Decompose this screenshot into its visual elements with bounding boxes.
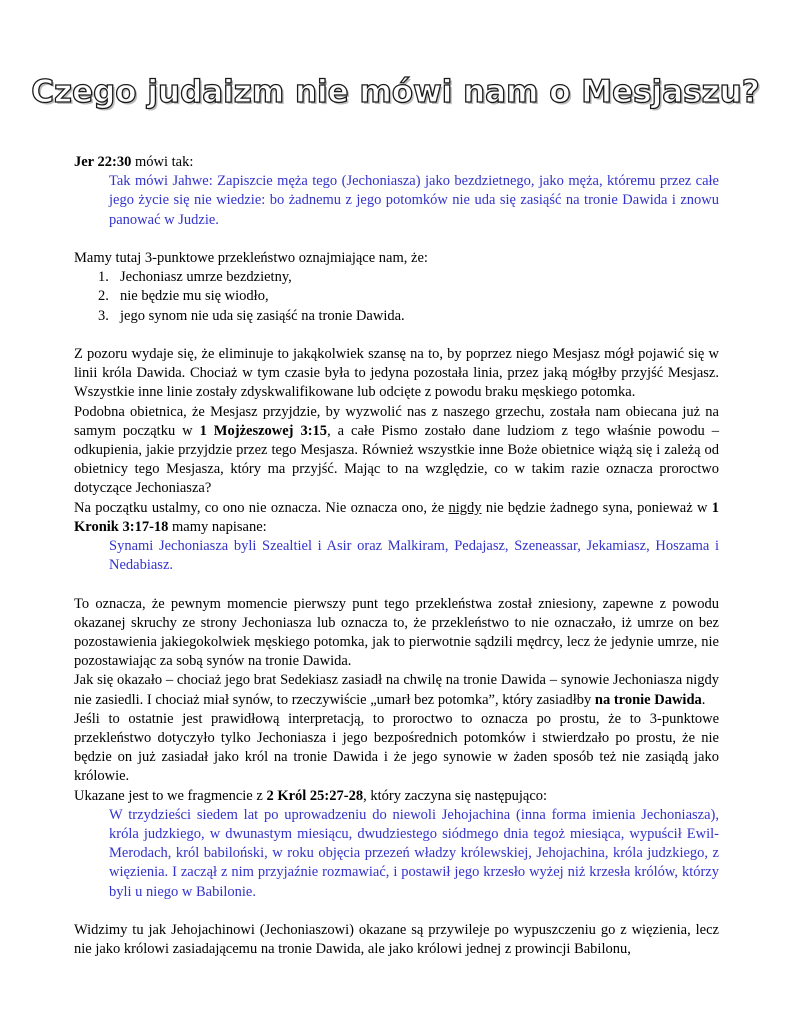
intro-line	[74, 153, 719, 172]
scripture-ref: 2 Król 25:27-28	[266, 787, 364, 804]
curse-list	[74, 268, 719, 326]
paragraph-6: Jeśli to ostatnie jest prawidłową interpretacją, to proroctwo to oznacza po prostu, że to 3-punktowe przekleństwo dotyczyło tylko Jechoniasza i jego bezpośrednich potomków i stwierdzało po prostu, że nie będzie on już zasiadał jako król na tronie Dawida i że jego synowie w żaden sposób też nie zasiądą jako królowie.	[74, 710, 719, 785]
paragraph-1: Z pozoru wydaje się, że eliminuje to jakąkolwiek szansę na to, by poprzez niego Mesjasz mógł pojawić się w linii króla Dawida. Chociaż w tym czasie była to jedyna pozostała linia, przez jaką mógłby przyjść Mesjasz. Wszystkie inne linie zostały zdyskwalifikowane lub odcięte z powodu braku męskiego potomka.	[74, 346, 719, 401]
curse-intro: Mamy tutaj 3-punktowe przekleństwo oznajmiające nam, że:	[74, 250, 428, 266]
bold-phrase: na tronie Dawida	[594, 691, 702, 708]
paragraph-3: Na początku ustalmy, co ono nie oznacza. Nie oznacza ono, że nigdy nie będzie żadnego syna, ponieważ w 1 Kronik 3:17-18 mamy napisane:	[74, 499, 719, 535]
paragraph-2: Podobna obietnica, że Mesjasz przyjdzie, by wyzwolić nas z naszego grzechu, została nam obiecana już na samym początku w 1 Mojżeszowej 3:15, a całe Pismo zostało dane ludziom z tego właśnie powodu – odkupienia, jakie przyjdzie przez tego Mesjasza. Również wszystkie inne Boże obietnice wiążą się i zależą od obietnicy tego Mesjasza, który ma przyjść. Mając to na względzie, co w takim razie oznacza proroctwo dotyczące Jechoniasza?	[74, 403, 719, 497]
paragraph-5: Jak się okazało – chociaż jego brat Sedekiasz zasiadł na chwilę na tronie Dawida – synowie Jechoniasza nigdy nie zasiedli. I chociaż miał synów, to rzeczywiście „umarł bez potomka”, który zasiadłby na tronie Dawida.	[74, 672, 719, 708]
scripture-ref: 1 Kronik 3:17-18	[74, 499, 719, 535]
paragraph-7: Ukazane jest to we fragmencie z 2 Król 25:27-28, który zaczyna się następująco:	[74, 787, 548, 804]
intro-text: mówi tak:	[131, 154, 194, 170]
paragraph-8: Widzimy tu jak Jehojachinowi (Jechoniaszowi) okazane są przywileje po wypuszczeniu go z więzienia, lecz nie jako królowi zasiadającemu na tronie Dawida, ale jako królowi jednej z prowincji Babilonu,	[74, 922, 719, 958]
list-item: 3. jego synom nie uda się zasiąść na tronie Dawida.	[98, 307, 405, 324]
scripture-ref: 1 Mojżeszowej 3:15	[199, 422, 328, 439]
document-body	[74, 153, 719, 959]
quote-chronicles: Synami Jechoniasza byli Szealtiel i Asir oraz Malkiram, Pedajasz, Szeneassar, Jekamiasz, Hoszama i Nedabiasz.	[109, 538, 719, 574]
list-item: 2. nie będzie mu się wiodło,	[98, 288, 269, 305]
paragraph-4: To oznacza, że pewnym momencie pierwszy punt tego przekleństwa został zniesiony, zapewne z powodu okazanej skruchy ze strony Jechoniasza lub oznacza to, że przekleństwo to nie oznaczało, iż umrze on bez pozostawienia jakiegokolwiek męskiego potomka, jak to pierwotnie sądzili mędrcy, lecz że jedynie umrze, nie pozostawiając za sobą synów na tronie Dawida.	[74, 595, 719, 670]
list-item: 1. Jechoniasz umrze bezdzietny,	[98, 269, 292, 286]
quote-kings: W trzydzieści siedem lat po uprowadzeniu do niewoli Jehojachina (inna forma imienia Jechoniasza), króla judzkiego, w dwunastym miesiącu, dwudziestego siódmego dnia tegoż miesiąca, wypuścił Ewil-Merodach, król babiloński, w roku objęcia przezeń władzy królewskiej, Jehojachina, króla judzkiego, z więzienia. I zaczął z nim przyjaźnie rozmawiać, i postawił jego krzesło wyżej niż krzesła królów, którzy byli u niego w Babilonie.	[109, 806, 719, 900]
underlined-word: nigdy	[448, 499, 482, 516]
quote-jeremiah: Tak mówi Jahwe: Zapiszcie męża tego (Jechoniasza) jako bezdzietnego, jako męża, któremu przez całe jego życie się nie wiedzie: bo żadnemu z jego potomków nie uda się zasiąść na tronie Dawida i znowu panować w Judzie.	[109, 173, 719, 228]
page-title: Czego judaizm nie mówi nam o Mesjaszu?	[31, 74, 760, 110]
intro-ref: Jer 22:30	[74, 154, 132, 170]
